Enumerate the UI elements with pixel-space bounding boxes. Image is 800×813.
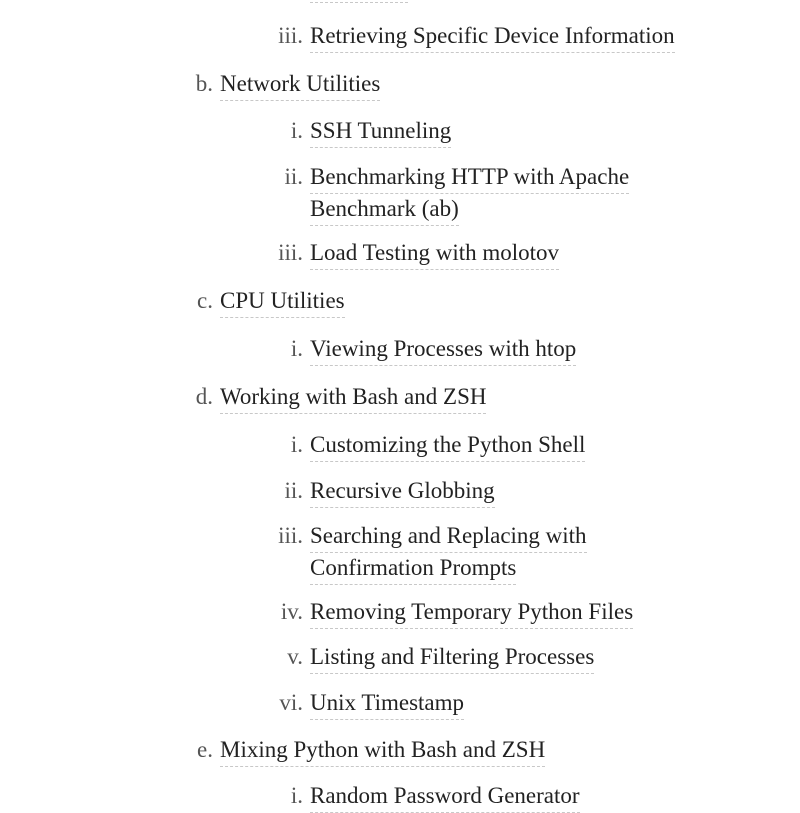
list-marker: v.: [287, 644, 303, 669]
list-marker: e.: [197, 737, 213, 762]
toc-item-searching-replacing: [269, 521, 587, 585]
toc-section-link[interactable]: Network Utilities: [220, 69, 380, 101]
toc-link[interactable]: Load Testing with molotov: [310, 238, 559, 270]
toc-section-network-utilities: [190, 69, 380, 101]
toc-item-listing-processes: [269, 642, 594, 674]
toc-section-mixing-python: [190, 735, 545, 767]
list-marker: iv.: [280, 599, 303, 624]
toc-item-load-testing: [269, 238, 559, 270]
list-marker: iii.: [278, 240, 303, 265]
toc-section-link[interactable]: Mixing Python with Bash and ZSH: [220, 735, 545, 767]
toc-item-removing-temp-files: [269, 597, 633, 629]
list-marker: iii.: [278, 523, 303, 548]
toc-link[interactable]: Random Password Generator: [310, 781, 580, 813]
toc-item-viewing-processes: [269, 334, 576, 366]
toc-item-customizing-shell: [269, 430, 585, 462]
toc-link[interactable]: Removing Temporary Python Files: [310, 597, 633, 629]
toc-link-line-2[interactable]: Confirmation Prompts: [310, 553, 516, 585]
list-marker: d.: [195, 384, 213, 409]
toc-link-line-1[interactable]: Benchmarking HTTP with Apache: [310, 162, 629, 194]
toc-link[interactable]: SSH Tunneling: [310, 116, 451, 148]
list-marker: i.: [290, 118, 303, 143]
list-marker: i.: [290, 783, 303, 808]
toc-section-link[interactable]: CPU Utilities: [220, 286, 345, 318]
toc-link[interactable]: Listing and Filtering Processes: [310, 642, 594, 674]
toc-link[interactable]: Unix Timestamp: [310, 688, 464, 720]
list-marker: c.: [197, 288, 213, 313]
toc-link-line-2[interactable]: Benchmark (ab): [310, 194, 459, 226]
toc-item-random-password: [269, 781, 580, 813]
toc-link-line-1[interactable]: Searching and Replacing with: [310, 521, 587, 553]
toc-link[interactable]: Customizing the Python Shell: [310, 430, 585, 462]
toc-wrapped-link: [310, 162, 629, 226]
toc-link[interactable]: Recursive Globbing: [310, 476, 495, 508]
toc-section-bash-zsh: [190, 382, 486, 414]
toc-section-cpu-utilities: [190, 286, 345, 318]
list-marker: vi.: [279, 690, 303, 715]
toc-item-unix-timestamp: [269, 688, 464, 720]
toc-link[interactable]: Viewing Processes with htop: [310, 334, 576, 366]
toc-wrapped-link: [310, 521, 587, 585]
list-marker: iii.: [278, 23, 303, 48]
list-marker: i.: [290, 432, 303, 457]
clipped-previous-item: [310, 0, 408, 3]
list-marker: b.: [195, 71, 213, 96]
toc-section-link[interactable]: Working with Bash and ZSH: [220, 382, 486, 414]
toc-item-retrieving-device-info: [269, 21, 675, 53]
toc-item-benchmarking-http: [269, 162, 629, 226]
list-marker: ii.: [284, 478, 303, 503]
list-marker: ii.: [284, 164, 303, 189]
toc-link[interactable]: Retrieving Specific Device Information: [310, 21, 675, 53]
toc-item-ssh-tunneling: [269, 116, 451, 148]
toc-item-recursive-globbing: [269, 476, 495, 508]
list-marker: i.: [290, 336, 303, 361]
